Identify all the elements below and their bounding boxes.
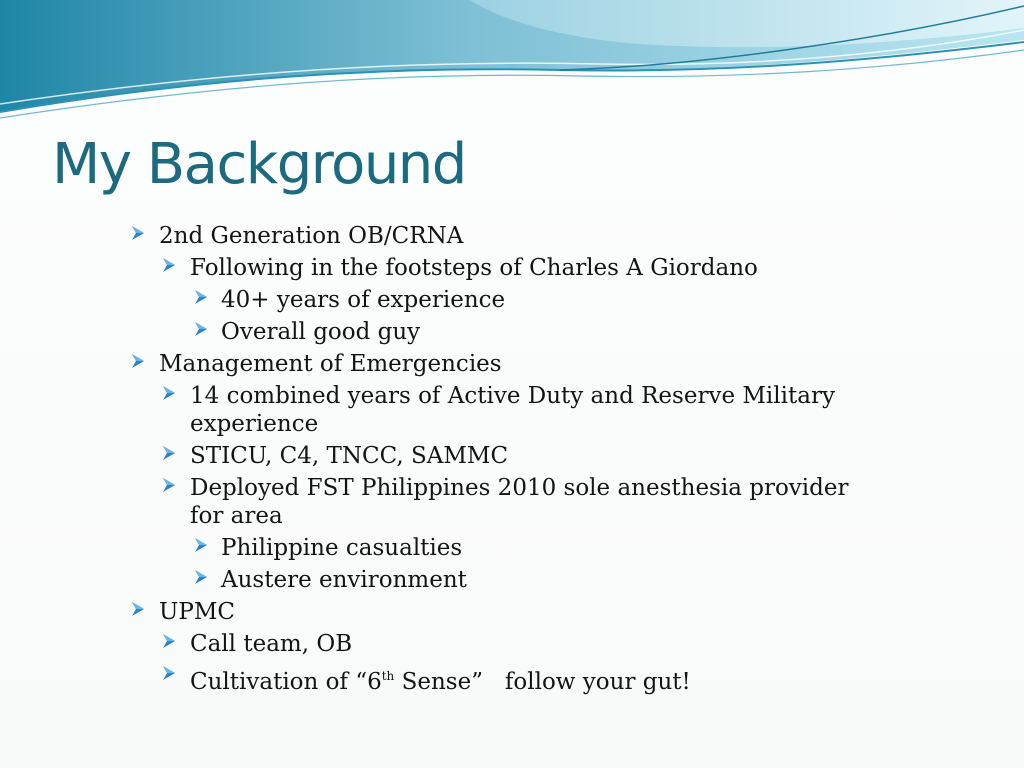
- list-item: [0, 474, 870, 530]
- list-item-text: Deployed FST Philippines 2010 sole anesthesia provider for area: [190, 475, 849, 529]
- list-item-text: 14 combined years of Active Duty and Reserve Military experience: [190, 383, 835, 437]
- list-item: [0, 286, 1024, 314]
- list-item-text: STICU, C4, TNCC, SAMMC: [190, 443, 509, 469]
- list-item: [0, 254, 870, 282]
- list-item-text: 40+ years of experience: [221, 287, 506, 313]
- header-wave-decoration: [0, 0, 1024, 130]
- list-item-text: Call team, OB: [190, 631, 353, 657]
- list-item-text: UPMC: [159, 599, 236, 625]
- list-item-text: Sense” follow your gut!: [394, 669, 691, 695]
- list-item: [0, 662, 870, 696]
- list-item-text: Following in the footsteps of Charles A Giordano: [190, 255, 758, 281]
- superscript-text: th: [381, 669, 395, 683]
- list-item: [0, 534, 1024, 562]
- list-item: [0, 630, 870, 658]
- list-item-text: Austere environment: [221, 567, 467, 593]
- list-item: [0, 442, 870, 470]
- list-item-text: Management of Emergencies: [159, 351, 502, 377]
- list-item-text: 2nd Generation OB/CRNA: [159, 223, 464, 249]
- list-item: [0, 318, 1024, 346]
- list-item: [0, 350, 1024, 378]
- list-item-text: Overall good guy: [221, 319, 421, 345]
- list-item: [0, 222, 1024, 250]
- list-item: [0, 598, 1024, 626]
- bullet-list: [0, 222, 1024, 700]
- slide-title: My Background: [52, 132, 466, 197]
- list-item: [0, 382, 870, 438]
- list-item-text: Philippine casualties: [221, 535, 463, 561]
- list-item-text: Cultivation of “6: [190, 669, 382, 695]
- list-item: [0, 566, 1024, 594]
